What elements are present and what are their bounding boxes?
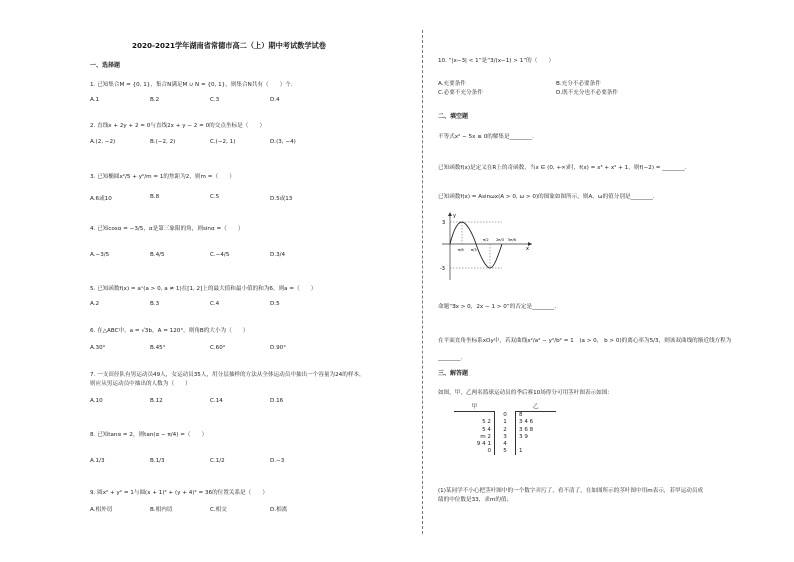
stem: 2 [495, 427, 516, 434]
x-tick-3: π/2 [483, 238, 489, 242]
stem: 1 [495, 419, 516, 426]
leaf-right: 3 6 8 [519, 426, 534, 433]
leaf-left: 0 [487, 448, 491, 455]
stem-leaf-row [454, 441, 556, 448]
stem-leaf-row [454, 427, 556, 434]
sine-curve [450, 222, 502, 268]
x-tick-1: π/6 [458, 248, 464, 252]
q1-option-a[interactable]: A.1 [90, 97, 100, 103]
q3-option-c[interactable]: C.5 [210, 194, 220, 200]
question-14: 命题“∃x > 0，2x − 1 > 0”的否定是________. [438, 304, 557, 310]
leaf-right: 3 9 [519, 433, 528, 440]
exam-title: 2020-2021学年湖南省常德市高二（上）期中考试数学试卷 [132, 41, 326, 50]
section-heading-solve: 三、解答题 [438, 370, 469, 377]
q2-option-a[interactable]: A.(2, −2) [90, 139, 116, 145]
q5-option-d[interactable]: D.5 [270, 301, 280, 307]
sine-graph-figure [438, 210, 538, 282]
question-7-line-2: 则应从男运动员中抽出的人数为（ ） [90, 381, 191, 387]
stem-leaf-row [454, 412, 556, 420]
question-7-line-1: 7. 一支田径队有男运动员49人，女运动员35人，用分层抽样的方法从全体运动员中抽出一个容量为24的样本， [90, 372, 365, 378]
q6-option-d[interactable]: D.90° [270, 345, 287, 351]
stem: 3 [495, 434, 516, 441]
question-3: 3. 已知椭圆x²/5 + y²/m = 1的焦距为2，则m =（ ） [90, 174, 235, 180]
q1-option-c[interactable]: C.3 [210, 97, 220, 103]
x-axis-label: x [526, 246, 529, 252]
q2-option-d[interactable]: D.(3, −4) [270, 139, 296, 145]
question-5: 5. 已知函数f(x) = aˣ(a > 0, a ≠ 1)在[1, 2]上的最大值和最小值的和为6，则a =（ ） [90, 286, 317, 292]
question-8: 8. 已知tanα = 2，则tan(α − π/4) =（ ） [90, 432, 208, 438]
y-max-label: 3 [442, 220, 446, 226]
q4-option-d[interactable]: D.3/4 [270, 252, 286, 258]
q6-option-b[interactable]: B.45° [150, 345, 166, 351]
leaf-right: 3 4 6 [519, 419, 534, 426]
q1-option-d[interactable]: D.4 [270, 97, 280, 103]
q5-option-b[interactable]: B.3 [150, 301, 160, 307]
q7-option-b[interactable]: B.12 [150, 398, 163, 404]
q2-option-b[interactable]: B.(−2, 2) [150, 139, 176, 145]
question-12: 已知函数f(x)是定义在R上的奇函数，当x ∈ (0, +∞)时，f(x) = x³ + x² + 1，则f(−2) = ________. [438, 165, 687, 171]
stem: 5 [495, 448, 516, 455]
question-11: 不等式x² − 5x ≤ 0的解集是________. [438, 134, 534, 140]
q6-option-c[interactable]: C.60° [210, 345, 226, 351]
q3-option-b[interactable]: B.8 [150, 194, 160, 200]
stem: 4 [495, 441, 516, 448]
column-divider [422, 30, 423, 534]
leaf-left: 9 4 1 [476, 441, 491, 448]
q10-option-a[interactable]: A.充要条件 [438, 81, 466, 87]
question-1: 1. 已知集合M = {0, 1}，集合N满足M ∪ N = {0, 1}，则集合N共有（ ）个. [90, 82, 293, 88]
leaf-left: 5 2 [482, 419, 491, 426]
player-b-header: 乙 [516, 404, 557, 412]
q5-option-c[interactable]: C.4 [210, 301, 220, 307]
q3-option-a[interactable]: A.6或10 [90, 196, 112, 202]
leaf-left: 5 4 [482, 426, 491, 433]
question-10: 10. “|x−3| < 1”是“3/(x−1) > 1”的（ ） [438, 58, 555, 64]
question-2: 2. 直线x + 2y + 2 = 0与直线2x + y − 2 = 0的交点坐标是（ ） [90, 123, 266, 129]
q10-option-c[interactable]: C.必要不充分条件 [438, 90, 483, 96]
stem-leaf-row [454, 419, 556, 426]
q5-option-a[interactable]: A.2 [90, 301, 100, 307]
q3-option-d[interactable]: D.5或13 [270, 196, 293, 202]
y-axis-label: y [453, 213, 456, 219]
leaf-left [454, 412, 495, 420]
question-16-part-1-line-2: 绩的中位数是33，求m的值； [438, 497, 513, 503]
leaf-left: m 2 [480, 433, 491, 440]
q6-option-a[interactable]: A.30° [90, 345, 106, 351]
q9-option-a[interactable]: A.相外切 [90, 507, 113, 513]
q1-option-b[interactable]: B.2 [150, 97, 160, 103]
stem-leaf-row [454, 448, 556, 455]
y-min-label: -3 [440, 266, 445, 272]
question-15-line-2: ________. [438, 355, 463, 361]
q10-option-d[interactable]: D.既不充分也不必要条件 [556, 90, 619, 96]
question-13: 已知函数f(x) = Asinωx(A > 0, ω > 0)的图象如图所示，则A，ω的值分别是________. [438, 194, 655, 200]
q7-option-c[interactable]: C.14 [210, 398, 223, 404]
q8-option-d[interactable]: D.−3 [270, 458, 285, 464]
q2-option-c[interactable]: C.(−2, 1) [210, 139, 236, 145]
question-16-part-1-line-1: (1)某同学不小心把茎叶图中的一个数字弄污了，看不清了，在如图所示的茎叶图中用m表示，若甲运动员成 [438, 488, 704, 494]
q7-option-a[interactable]: A.10 [90, 398, 103, 404]
question-16-intro: 如图，甲，乙两名篮球运动员的季后赛10场得分可用茎叶图表示如图： [438, 390, 613, 396]
q9-option-c[interactable]: C.相交 [210, 507, 227, 513]
stem: 0 [495, 412, 516, 420]
x-tick-5: 5π/6 [508, 238, 516, 242]
q4-option-b[interactable]: B.4/5 [150, 252, 165, 258]
player-a-header: 甲 [454, 404, 495, 412]
q4-option-c[interactable]: C.−4/5 [210, 252, 230, 258]
question-15-line-1: 在平面直角坐标系xOy中，若双曲线x²/a² − y²/b² = 1 (a > 0, b > 0)的离心率为5/3，则该双曲线的渐近线方程为 [438, 338, 732, 344]
question-9: 9. 圆x² + y² = 1与圆(x + 1)² + (y + 4)² = 36的位置关系是（ ） [90, 490, 269, 496]
q7-option-d[interactable]: D.16 [270, 398, 284, 404]
question-4: 4. 已知cosα = −3/5，α是第三象限的角，则sinα =（ ） [90, 226, 244, 232]
q8-option-b[interactable]: B.1/3 [150, 458, 165, 464]
q8-option-c[interactable]: C.1/2 [210, 458, 225, 464]
stem-leaf-row [454, 434, 556, 441]
q8-option-a[interactable]: A.1/3 [90, 458, 105, 464]
q4-option-a[interactable]: A.−3/5 [90, 252, 110, 258]
x-tick-4: 2π/3 [496, 238, 504, 242]
x-tick-2: π/3 [471, 248, 477, 252]
stem-leaf-plot [454, 404, 556, 455]
y-axis-arrow-icon [448, 212, 452, 216]
leaf-right: 8 [519, 412, 523, 419]
section-heading-choice: 一、选择题 [90, 62, 121, 69]
q9-option-b[interactable]: B.相内切 [150, 507, 173, 513]
q10-option-b[interactable]: B.充分不必要条件 [556, 81, 601, 87]
leaf-right [516, 441, 557, 448]
section-heading-fill: 二、填空题 [438, 113, 469, 120]
q9-option-d[interactable]: D.相离 [270, 507, 288, 513]
leaf-right: 1 [519, 448, 523, 455]
question-6: 6. 在△ABC中，a = √3b，A = 120°，则角B的大小为（ ） [90, 328, 249, 334]
stem-leaf-header [454, 404, 556, 412]
